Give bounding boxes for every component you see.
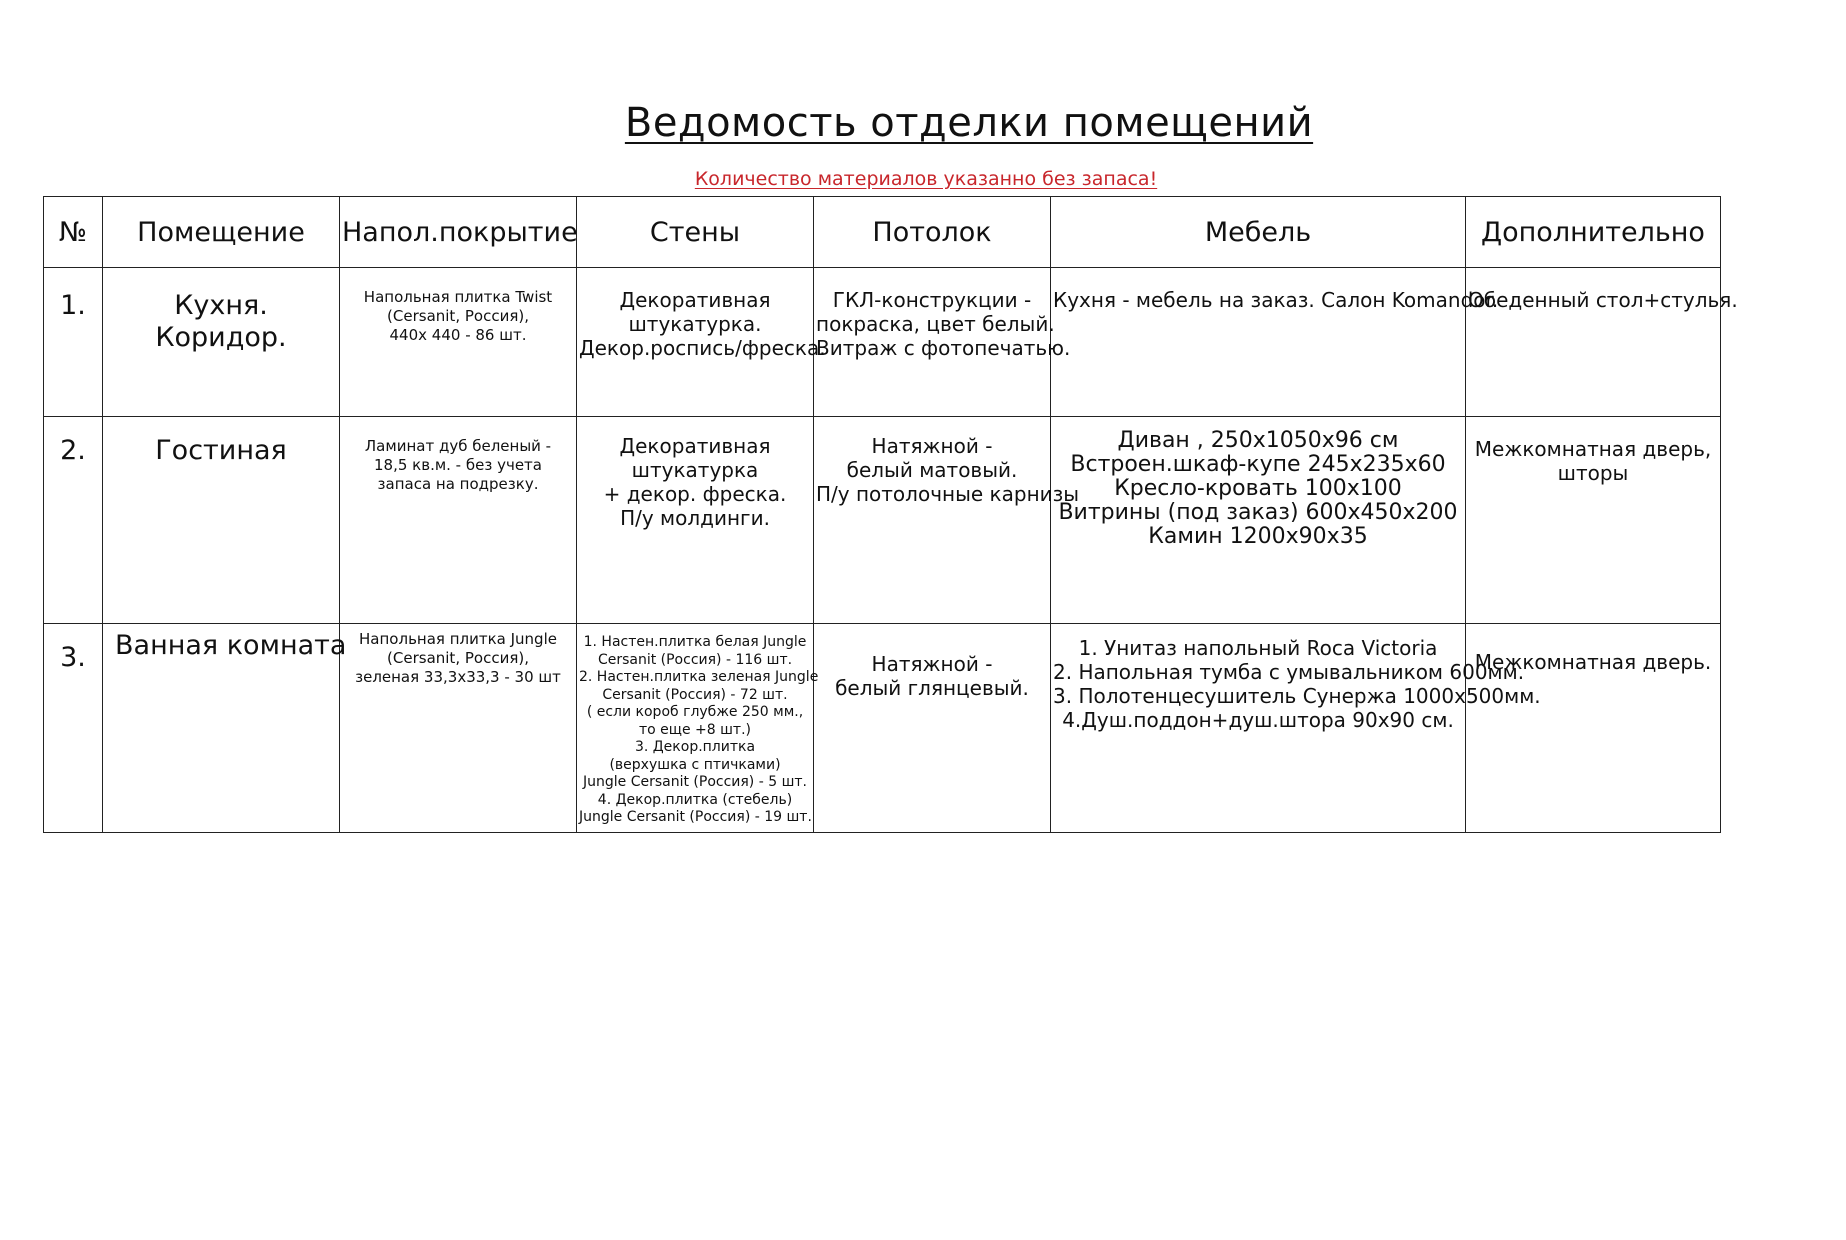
table-row — [44, 268, 1721, 417]
walls-finish: Декоративная штукатурка. Декор.роспись/фреска. — [577, 268, 814, 417]
header-extra: Дополнительно — [1466, 197, 1721, 268]
header-floor: Напол.покрытие — [340, 197, 577, 268]
furniture-list: 1. Унитаз напольный Roca Victoria 2. Напольная тумба с умывальником 600мм. 3. Полотенцесушитель Сунержа 1000х500мм. 4.Душ.поддон+душ.штора 90х90 см. — [1051, 624, 1466, 833]
floor-covering: Напольная плитка Twist (Cersanit, Россия), 440х 440 - 86 шт. — [340, 268, 577, 417]
room-name: Кухня. Коридор. — [103, 268, 340, 417]
materials-note: Количество материалов указанно без запаса! — [694, 168, 1158, 190]
row-number: 2. — [44, 417, 103, 624]
walls-finish: Декоративная штукатурка + декор. фреска. П/у молдинги. — [577, 417, 814, 624]
room-name: Гостиная — [103, 417, 340, 624]
furniture-list: Кухня - мебель на заказ. Салон Komandor. — [1051, 268, 1466, 417]
floor-covering: Напольная плитка Jungle (Cersanit, Россия), зеленая 33,3х33,3 - 30 шт — [340, 624, 577, 833]
header-furniture: Мебель — [1051, 197, 1466, 268]
header-walls: Стены — [577, 197, 814, 268]
document-title: Ведомость отделки помещений — [624, 100, 1314, 146]
walls-finish: 1. Настен.плитка белая Jungle Cersanit (Россия) - 116 шт. 2. Настен.плитка зеленая Jungle Cersanit (Россия) - 72 шт. ( если короб глубже 250 мм., то еще +8 шт.) 3. Декор.плитка (верхушка с птичками) Jungle Cersanit (Россия) - 5 шт. 4. Декор.плитка (стебель) Jungle Cersanit (Россия) - 19 шт. — [577, 624, 814, 833]
header-ceiling: Потолок — [814, 197, 1051, 268]
ceiling-finish: ГКЛ-конструкции - покраска, цвет белый. Витраж с фотопечатью. — [814, 268, 1051, 417]
extra-notes: Межкомнатная дверь. — [1466, 624, 1721, 833]
furniture-list: Диван , 250х1050х96 см Встроен.шкаф-купе 245х235х60 Кресло-кровать 100х100 Витрины (под заказ) 600х450х200 Камин 1200х90х35 — [1051, 417, 1466, 624]
floor-covering: Ламинат дуб беленый - 18,5 кв.м. - без учета запаса на подрезку. — [340, 417, 577, 624]
table-row — [44, 624, 1721, 833]
ceiling-finish: Натяжной - белый матовый. П/у потолочные карнизы — [814, 417, 1051, 624]
finishing-schedule-table — [43, 196, 1738, 833]
header-room: Помещение — [103, 197, 340, 268]
extra-notes: Межкомнатная дверь, шторы — [1466, 417, 1721, 624]
extra-notes: Обеденный стол+стулья. — [1466, 268, 1721, 417]
table-header-row — [44, 197, 1721, 268]
row-number: 1. — [44, 268, 103, 417]
header-num: № — [44, 197, 103, 268]
ceiling-finish: Натяжной - белый глянцевый. — [814, 624, 1051, 833]
table-row — [44, 417, 1721, 624]
room-name: Ванная комната — [103, 624, 340, 833]
row-number: 3. — [44, 624, 103, 833]
